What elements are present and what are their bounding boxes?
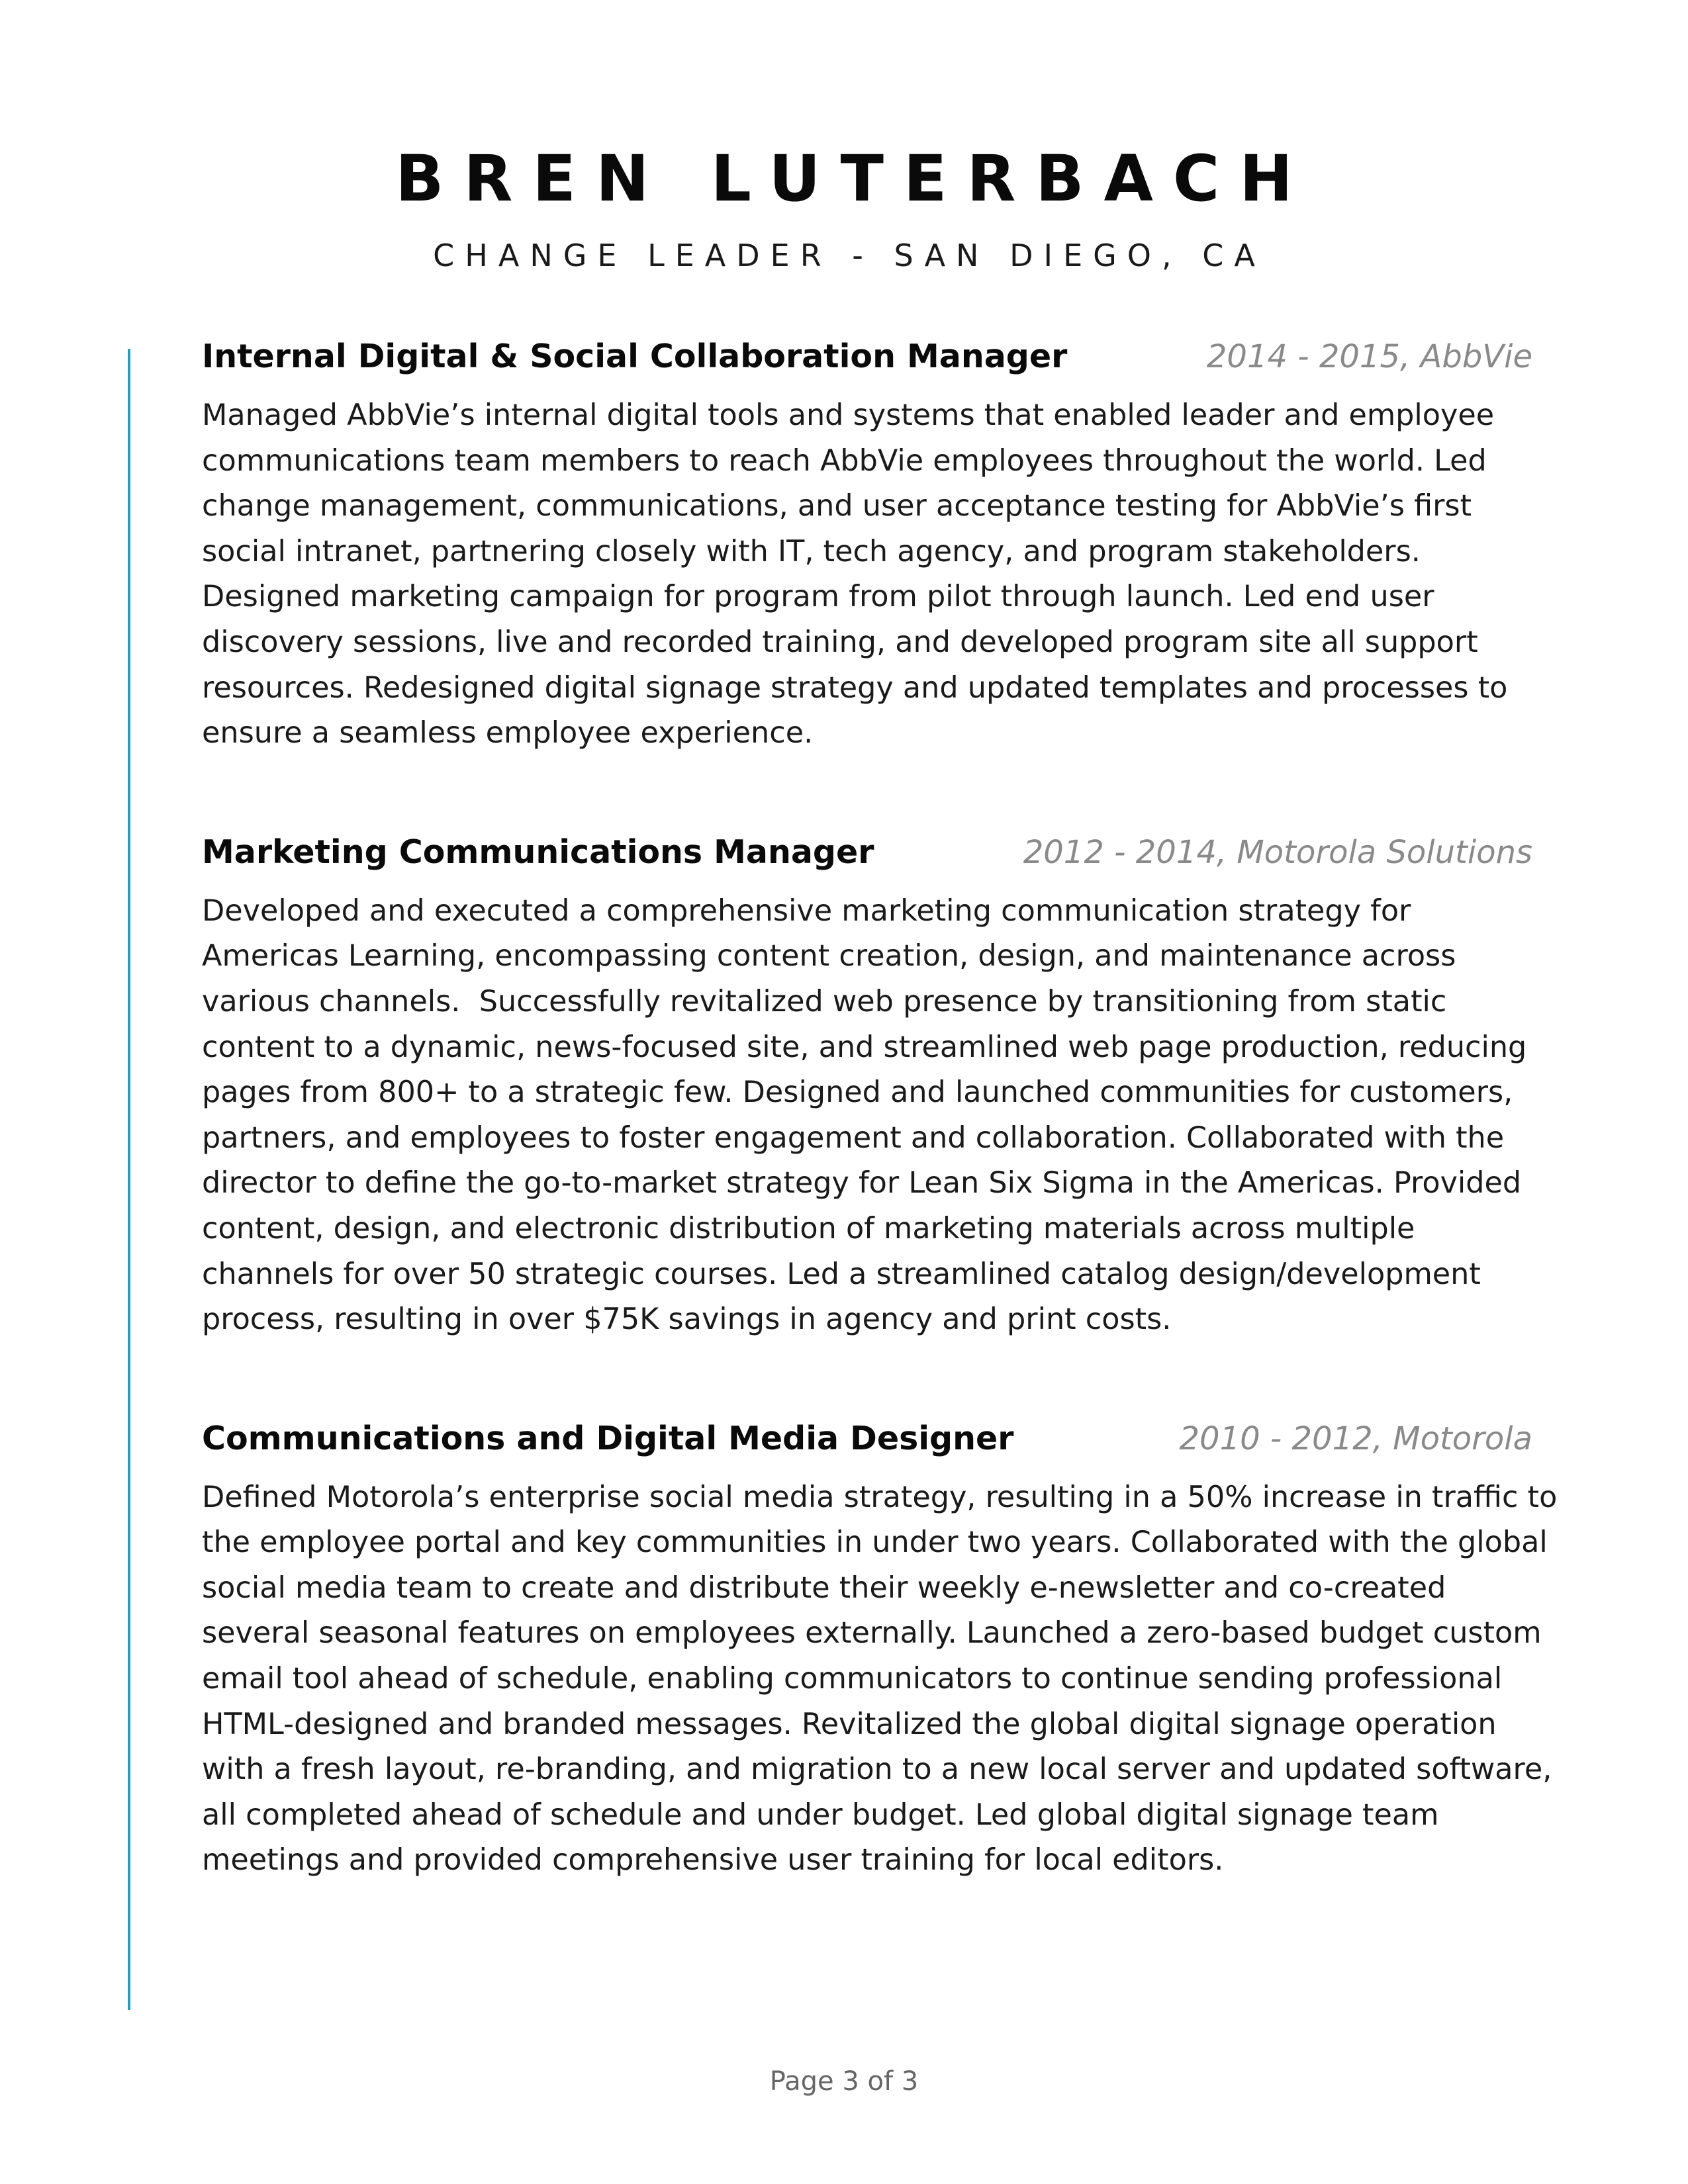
description-line: Developed and executed a comprehensive marketing communication strategy for <box>202 893 1411 928</box>
description-line: resources. Redesigned digital signage strategy and updated templates and processes to <box>202 670 1508 705</box>
description-line: social media team to create and distribute their weekly e-newsletter and co-created <box>202 1570 1446 1605</box>
description-line: with a fresh layout, re-branding, and migration to a new local server and updated software, <box>202 1752 1552 1787</box>
job-description <box>202 889 1585 1343</box>
description-line: pages from 800+ to a strategic few. Designed and launched communities for customers, <box>202 1075 1513 1110</box>
description-line: process, resulting in over $75K savings in agency and print costs. <box>202 1302 1172 1337</box>
job-heading <box>202 833 1532 884</box>
description-line: Defined Motorola’s enterprise social media strategy, resulting in a 50% increase in traffic to <box>202 1480 1558 1514</box>
resume-header <box>0 140 1688 275</box>
description-line: Designed marketing campaign for program from pilot through launch. Led end user <box>202 580 1434 614</box>
description-line: email tool ahead of schedule, enabling communicators to continue sending professional <box>202 1662 1503 1696</box>
description-line: partners, and employees to foster engagement and collaboration. Collaborated with the <box>202 1120 1505 1155</box>
description-line: various channels. Successfully revitalized web presence by transitioning from static <box>202 984 1447 1019</box>
description-line: HTML-designed and branded messages. Revitalized the global digital signage operation <box>202 1707 1497 1741</box>
description-line: all completed ahead of schedule and under budget. Led global digital signage team <box>202 1797 1439 1832</box>
job-dates-company: 2010 - 2012, Motorola <box>1179 1420 1532 1457</box>
description-line: meetings and provided comprehensive user training for local editors. <box>202 1843 1224 1878</box>
description-line: content to a dynamic, news-focused site, and streamlined web page production, reducing <box>202 1030 1527 1064</box>
job-entry <box>202 338 1585 756</box>
candidate-name: BREN LUTERBACH <box>395 142 1313 216</box>
experience-section <box>202 338 1585 1884</box>
description-line: several seasonal features on employees externally. Launched a zero-based budget custom <box>202 1616 1542 1651</box>
page-number: Page 3 of 3 <box>769 2066 919 2097</box>
job-title: Internal Digital & Social Collaboration Manager <box>202 338 1068 375</box>
job-entry <box>202 833 1585 1343</box>
description-line: channels for over 50 strategic courses. Led a streamlined catalog design/development <box>202 1257 1481 1291</box>
job-title: Marketing Communications Manager <box>202 833 874 871</box>
description-line: discovery sessions, live and recorded training, and developed program site all support <box>202 625 1478 659</box>
job-title: Communications and Digital Media Designer <box>202 1419 1014 1457</box>
accent-rule <box>128 349 130 2010</box>
description-line: social intranet, partnering closely with IT, tech agency, and program stakeholders. <box>202 534 1421 569</box>
job-dates-company: 2014 - 2015, AbbVie <box>1206 338 1532 375</box>
candidate-subtitle: CHANGE LEADER - SAN DIEGO, CA <box>433 238 1266 273</box>
description-line: director to define the go-to-market strategy for Lean Six Sigma in the Americas. Provided <box>202 1166 1522 1201</box>
description-line: communications team members to reach AbbVie employees throughout the world. Led <box>202 443 1487 478</box>
job-entry <box>202 1420 1585 1884</box>
description-line: Americas Learning, encompassing content creation, design, and maintenance across <box>202 939 1456 974</box>
description-line: change management, communications, and user acceptance testing for AbbVie’s first <box>202 489 1472 523</box>
description-line: ensure a seamless employee experience. <box>202 716 814 751</box>
job-description <box>202 393 1585 756</box>
job-description <box>202 1475 1585 1884</box>
job-heading <box>202 1420 1532 1470</box>
description-line: the employee portal and key communities in under two years. Collaborated with the global <box>202 1525 1548 1560</box>
job-heading <box>202 338 1532 388</box>
job-dates-company: 2012 - 2014, Motorola Solutions <box>1023 833 1532 871</box>
description-line: content, design, and electronic distribution of marketing materials across multiple <box>202 1211 1415 1246</box>
description-line: Managed AbbVie’s internal digital tools and systems that enabled leader and employee <box>202 398 1495 432</box>
